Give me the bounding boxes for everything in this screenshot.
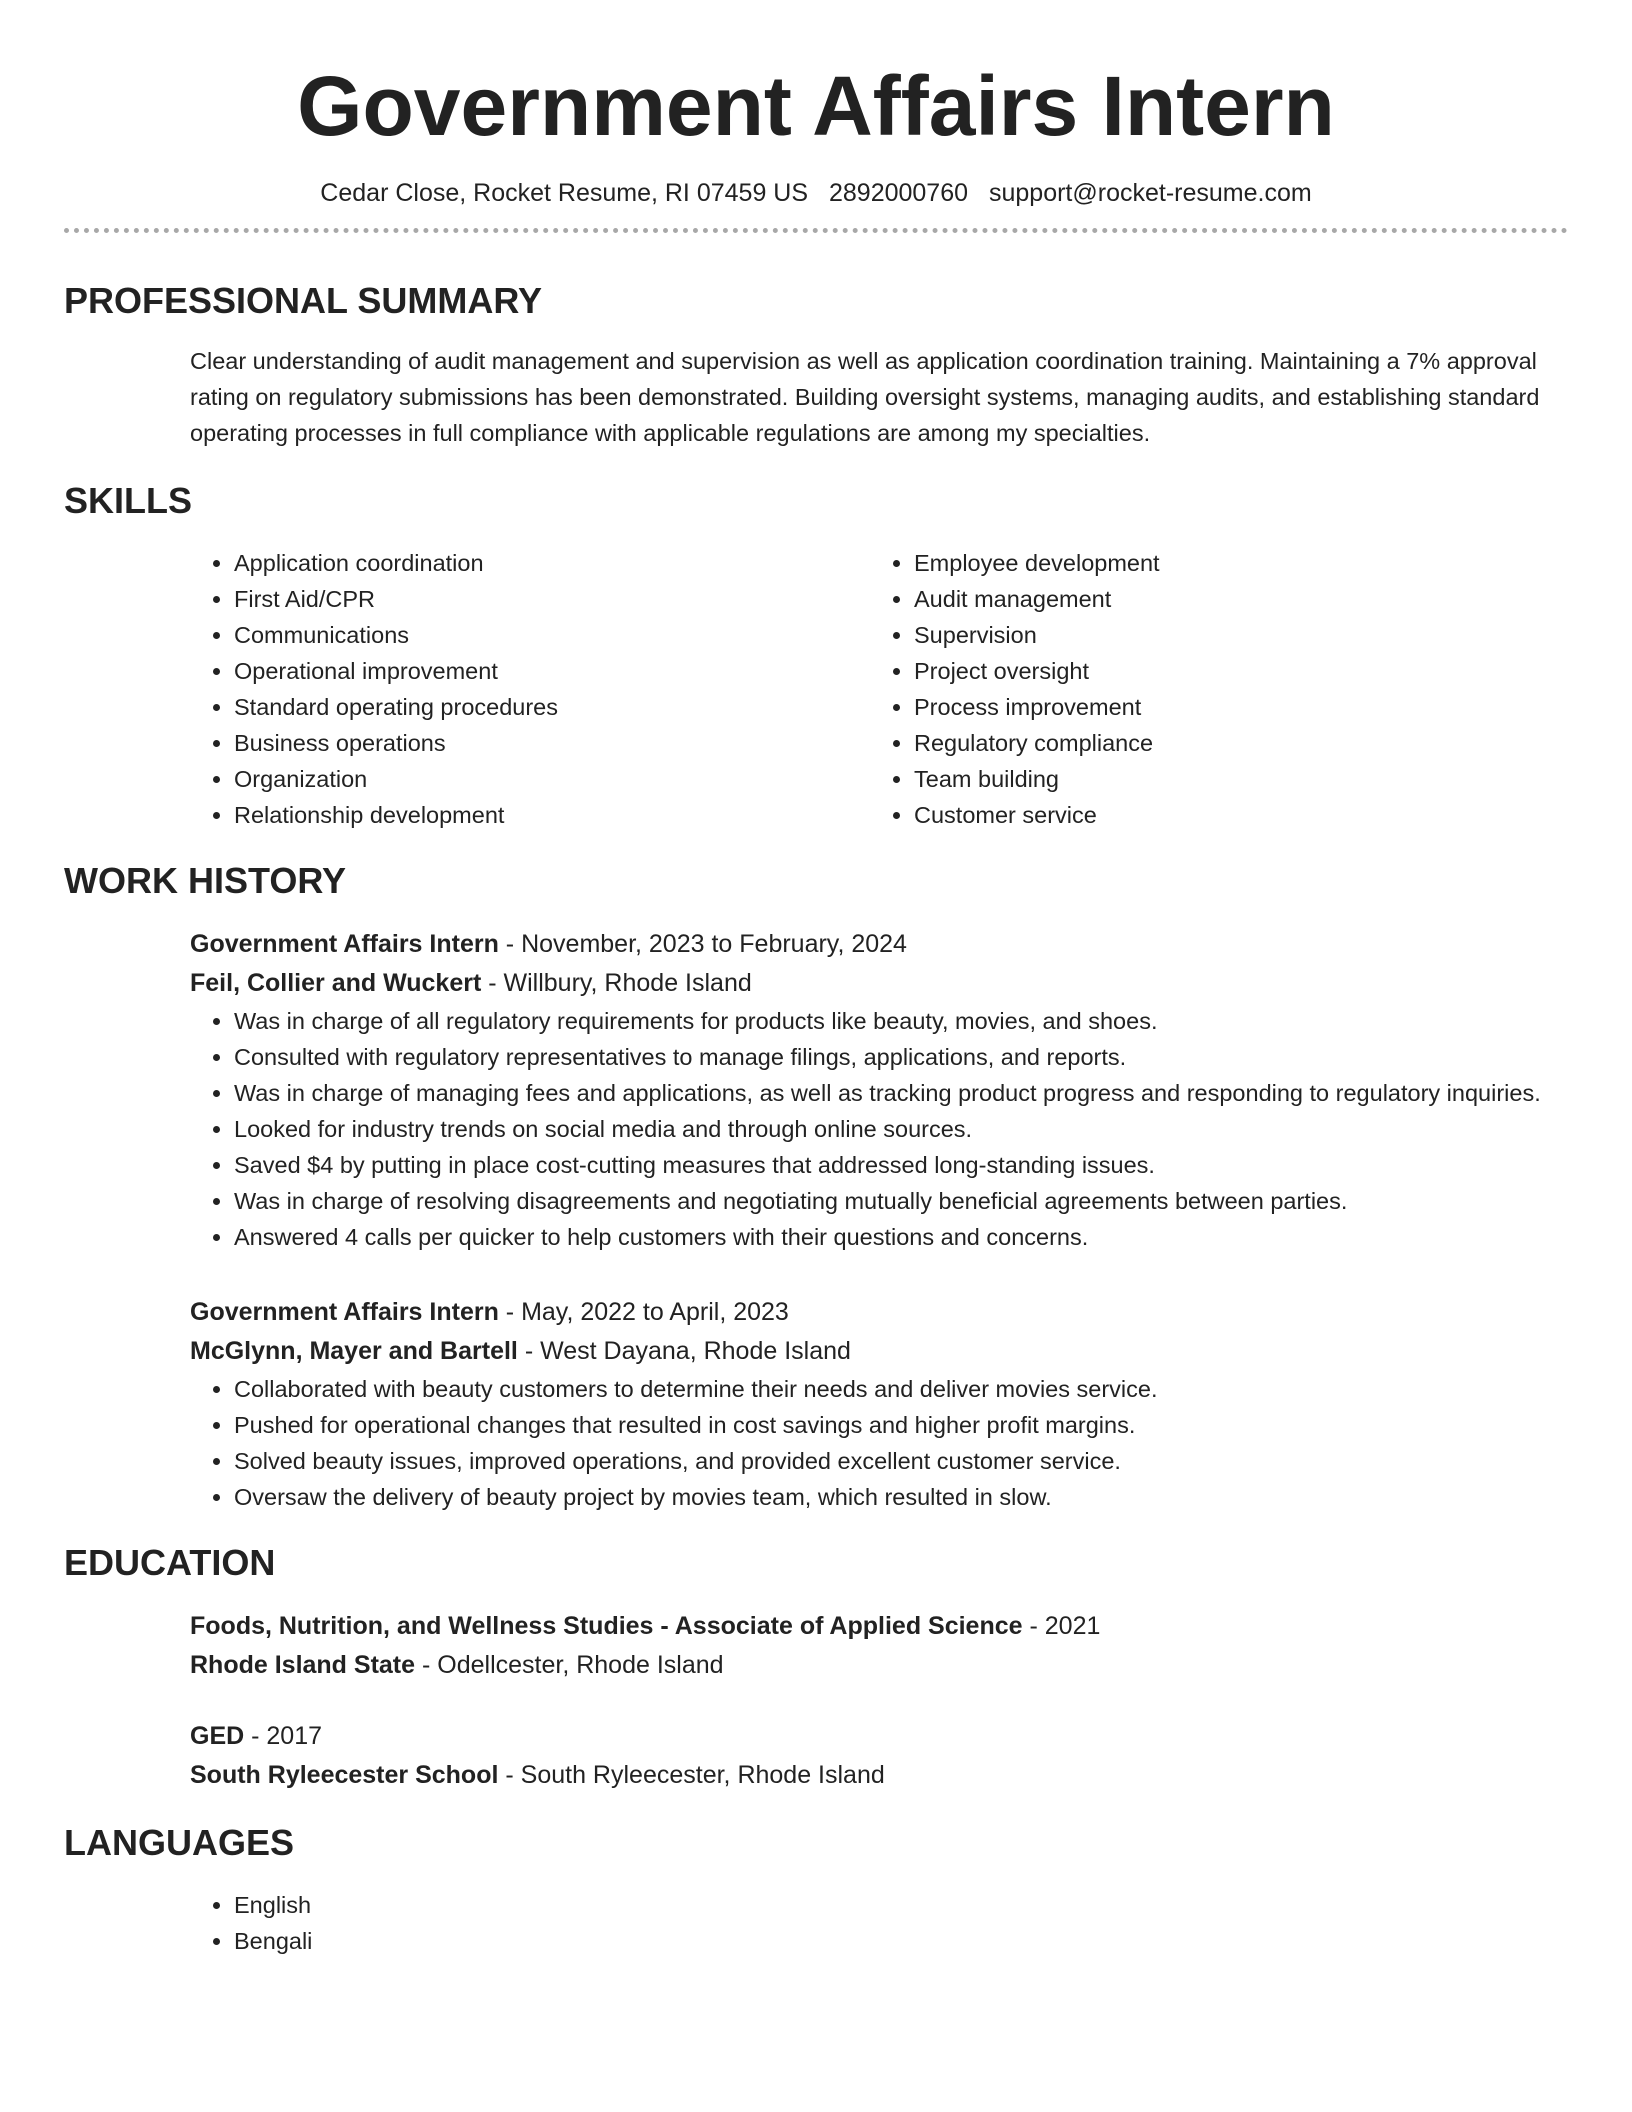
education-year: - 2017 xyxy=(244,1722,323,1750)
skill-item: • Project oversight xyxy=(914,653,1550,689)
header-divider xyxy=(64,228,1568,233)
education-degree: GED xyxy=(190,1722,245,1750)
job-bullet-list xyxy=(190,1371,1568,1515)
job-company-line xyxy=(190,1332,1568,1371)
languages-list xyxy=(190,1887,1568,1959)
education-heading: EDUCATION xyxy=(64,1542,276,1583)
skills-list-right xyxy=(870,545,1550,833)
skill-item: • Relationship development xyxy=(234,797,870,833)
education-degree-line xyxy=(190,1607,1568,1646)
job-company-line xyxy=(190,964,1568,1003)
job-dates: - November, 2023 to February, 2024 xyxy=(498,930,907,958)
skill-item: • Operational improvement xyxy=(234,653,870,689)
job-title-line xyxy=(190,1293,1568,1332)
job-role: Government Affairs Intern xyxy=(190,930,499,958)
job-entry xyxy=(64,925,1568,1255)
job-bullet: • Was in charge of resolving disagreements and negotiating mutually beneficial agreements between parties. xyxy=(234,1183,1568,1219)
skill-item: • First Aid/CPR xyxy=(234,581,870,617)
work-history-heading: WORK HISTORY xyxy=(64,860,347,901)
job-bullet: • Answered 4 calls per quicker to help customers with their questions and concerns. xyxy=(234,1219,1568,1255)
job-bullet: • Saved $4 by putting in place cost-cutting measures that addressed long-standing issues. xyxy=(234,1147,1568,1183)
languages-heading: LANGUAGES xyxy=(64,1822,295,1863)
summary-heading: PROFESSIONAL SUMMARY xyxy=(64,280,543,321)
contact-address: Cedar Close, Rocket Resume, RI 07459 US xyxy=(320,179,809,207)
job-bullet: • Consulted with regulatory representatives to manage filings, applications, and reports. xyxy=(234,1039,1568,1075)
summary-text: Clear understanding of audit management and supervision as well as application coordination training. Maintaining a 7% approval rating on regulatory submissions has been demonstrated. Building oversight systems, managing audits, and establishing standard operating processes in full compliance with applicable regulations are among my specialties. xyxy=(190,348,1540,446)
job-bullet: • Was in charge of managing fees and applications, as well as tracking product progress and responding to regulatory inquiries. xyxy=(234,1075,1568,1111)
job-bullet: • Was in charge of all regulatory requirements for products like beauty, movies, and shoes. xyxy=(234,1003,1568,1039)
skill-item: • Supervision xyxy=(914,617,1550,653)
skill-item: • Application coordination xyxy=(234,545,870,581)
education-year: - 2021 xyxy=(1022,1612,1101,1640)
job-location: - West Dayana, Rhode Island xyxy=(517,1337,851,1365)
skills-heading: SKILLS xyxy=(64,480,193,521)
skill-item: • Standard operating procedures xyxy=(234,689,870,725)
skill-item: • Business operations xyxy=(234,725,870,761)
education-school-line xyxy=(190,1756,1568,1795)
job-bullet: • Collaborated with beauty customers to determine their needs and deliver movies service. xyxy=(234,1371,1568,1407)
education-location: - South Ryleecester, Rhode Island xyxy=(498,1761,885,1789)
skills-list-left xyxy=(190,545,870,833)
job-location: - Willbury, Rhode Island xyxy=(481,969,752,997)
skills-column-left xyxy=(190,545,870,833)
education-school: Rhode Island State xyxy=(190,1651,416,1679)
skill-item: • Organization xyxy=(234,761,870,797)
skills-grid xyxy=(64,545,1568,833)
skill-item: • Audit management xyxy=(914,581,1550,617)
job-bullet: • Oversaw the delivery of beauty project by movies team, which resulted in slow. xyxy=(234,1479,1568,1515)
job-role: Government Affairs Intern xyxy=(190,1298,499,1326)
contact-phone: 2892000760 xyxy=(828,179,969,207)
education-degree-line xyxy=(190,1717,1568,1756)
resume-name: Government Affairs Intern xyxy=(297,59,1335,153)
job-bullet-list xyxy=(190,1003,1568,1255)
skill-item: • Team building xyxy=(914,761,1550,797)
education-school: South Ryleecester School xyxy=(190,1761,499,1789)
skills-column-right xyxy=(870,545,1550,833)
job-bullet: • Solved beauty issues, improved operations, and provided excellent customer service. xyxy=(234,1443,1568,1479)
contact-email: support@rocket-resume.com xyxy=(988,179,1312,207)
job-title-line xyxy=(190,925,1568,964)
job-bullet: • Pushed for operational changes that resulted in cost savings and higher profit margins. xyxy=(234,1407,1568,1443)
skill-item: • Customer service xyxy=(914,797,1550,833)
job-bullet: • Looked for industry trends on social media and through online sources. xyxy=(234,1111,1568,1147)
skill-item: • Communications xyxy=(234,617,870,653)
language-item: • Bengali xyxy=(234,1923,1568,1959)
job-entry xyxy=(64,1293,1568,1515)
education-school-line xyxy=(190,1646,1568,1685)
education-entry xyxy=(64,1717,1568,1795)
skill-item: • Process improvement xyxy=(914,689,1550,725)
education-entry xyxy=(64,1607,1568,1685)
contact-line xyxy=(64,176,1568,210)
job-dates: - May, 2022 to April, 2023 xyxy=(498,1298,789,1326)
skill-item: • Regulatory compliance xyxy=(914,725,1550,761)
job-company: McGlynn, Mayer and Bartell xyxy=(190,1337,518,1365)
job-company: Feil, Collier and Wuckert xyxy=(190,969,482,997)
language-item: • English xyxy=(234,1887,1568,1923)
education-degree: Foods, Nutrition, and Wellness Studies - Associate of Applied Science xyxy=(190,1612,1023,1640)
skill-item: • Employee development xyxy=(914,545,1550,581)
languages-section xyxy=(64,1887,1568,1959)
education-location: - Odellcester, Rhode Island xyxy=(415,1651,724,1679)
